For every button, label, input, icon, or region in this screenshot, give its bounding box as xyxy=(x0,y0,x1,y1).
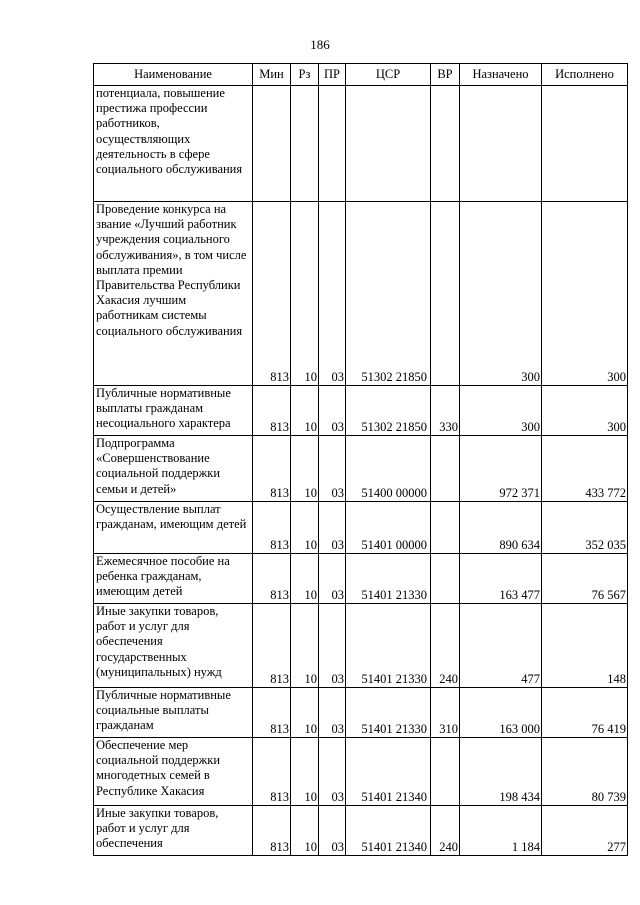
cell-name: Осуществление выплат гражданам, имеющим детей xyxy=(94,502,253,554)
cell-min: 813 xyxy=(253,806,291,856)
cell-rz: 10 xyxy=(291,806,319,856)
cell-min: 813 xyxy=(253,554,291,604)
table-row xyxy=(94,86,628,202)
cell-min: 813 xyxy=(253,202,291,386)
cell-pr: 03 xyxy=(319,202,346,386)
cell-name: Иные закупки товаров, работ и услуг для обеспечения xyxy=(94,806,253,856)
cell-min: 813 xyxy=(253,436,291,502)
table-row xyxy=(94,688,628,738)
cell-vr xyxy=(431,738,460,806)
cell-ispolneno: 76 567 xyxy=(542,554,628,604)
cell-ispolneno: 277 xyxy=(542,806,628,856)
cell-naznacheno: 198 434 xyxy=(460,738,542,806)
cell-rz: 10 xyxy=(291,688,319,738)
cell-naznacheno: 1 184 xyxy=(460,806,542,856)
cell-name: Ежемесячное пособие на ребенка гражданам, имеющим детей xyxy=(94,554,253,604)
cell-name: Иные закупки товаров, работ и услуг для обеспечения государственных (муниципальных) нужд xyxy=(94,604,253,688)
page-number: 186 xyxy=(310,37,330,52)
cell-name: Проведение конкурса на звание «Лучший работник учреждения социального обслуживания», в том числе выплата премии Правительства Республики Хакасия лучшим работникам системы социального обслуживания xyxy=(94,202,253,386)
cell-ispolneno: 148 xyxy=(542,604,628,688)
header-vr: ВР xyxy=(431,64,460,86)
cell-csr: 51302 21850 xyxy=(346,202,431,386)
cell-csr: 51401 21330 xyxy=(346,604,431,688)
cell-pr: 03 xyxy=(319,604,346,688)
header-naznacheno: Назначено xyxy=(460,64,542,86)
cell-naznacheno: 890 634 xyxy=(460,502,542,554)
cell-csr: 51401 00000 xyxy=(346,502,431,554)
cell-min: 813 xyxy=(253,688,291,738)
cell-pr: 03 xyxy=(319,502,346,554)
cell-naznacheno: 300 xyxy=(460,202,542,386)
cell-naznacheno: 163 000 xyxy=(460,688,542,738)
cell-ispolneno: 76 419 xyxy=(542,688,628,738)
cell-vr: 310 xyxy=(431,688,460,738)
cell-vr xyxy=(431,86,460,202)
cell-min xyxy=(253,86,291,202)
header-ispolneno: Исполнено xyxy=(542,64,628,86)
cell-name: Обеспечение мер социальной поддержки многодетных семей в Республике Хакасия xyxy=(94,738,253,806)
cell-csr: 51401 21340 xyxy=(346,806,431,856)
cell-ispolneno: 433 772 xyxy=(542,436,628,502)
cell-rz: 10 xyxy=(291,554,319,604)
cell-name: потенциала, повышение престижа профессии работников, осуществляющих деятельность в сфере социального обслуживания xyxy=(94,86,253,202)
cell-min: 813 xyxy=(253,738,291,806)
budget-table xyxy=(93,63,628,856)
cell-pr: 03 xyxy=(319,738,346,806)
cell-name: Публичные нормативные выплаты гражданам несоциального характера xyxy=(94,386,253,436)
header-name: Наименование xyxy=(94,64,253,86)
cell-vr: 330 xyxy=(431,386,460,436)
table-row xyxy=(94,202,628,386)
cell-pr xyxy=(319,86,346,202)
cell-csr: 51401 21340 xyxy=(346,738,431,806)
cell-vr xyxy=(431,502,460,554)
cell-rz: 10 xyxy=(291,502,319,554)
cell-naznacheno: 300 xyxy=(460,386,542,436)
cell-min: 813 xyxy=(253,502,291,554)
header-pr: ПР xyxy=(319,64,346,86)
table-header-row xyxy=(94,64,628,86)
table-row xyxy=(94,436,628,502)
cell-csr: 51400 00000 xyxy=(346,436,431,502)
cell-naznacheno: 972 371 xyxy=(460,436,542,502)
table-row xyxy=(94,554,628,604)
table-row xyxy=(94,738,628,806)
table-row xyxy=(94,806,628,856)
header-rz: Рз xyxy=(291,64,319,86)
cell-csr: 51401 21330 xyxy=(346,554,431,604)
cell-ispolneno: 300 xyxy=(542,386,628,436)
cell-name: Публичные нормативные социальные выплаты гражданам xyxy=(94,688,253,738)
cell-ispolneno: 80 739 xyxy=(542,738,628,806)
cell-naznacheno: 163 477 xyxy=(460,554,542,604)
cell-csr: 51401 21330 xyxy=(346,688,431,738)
cell-rz: 10 xyxy=(291,386,319,436)
header-csr: ЦСР xyxy=(346,64,431,86)
cell-pr: 03 xyxy=(319,806,346,856)
table-row xyxy=(94,502,628,554)
cell-pr: 03 xyxy=(319,554,346,604)
cell-rz: 10 xyxy=(291,436,319,502)
cell-vr: 240 xyxy=(431,806,460,856)
cell-pr: 03 xyxy=(319,688,346,738)
cell-rz: 10 xyxy=(291,604,319,688)
cell-vr xyxy=(431,202,460,386)
cell-ispolneno: 352 035 xyxy=(542,502,628,554)
header-min: Мин xyxy=(253,64,291,86)
cell-vr: 240 xyxy=(431,604,460,688)
cell-csr xyxy=(346,86,431,202)
cell-pr: 03 xyxy=(319,436,346,502)
table-row xyxy=(94,604,628,688)
cell-naznacheno: 477 xyxy=(460,604,542,688)
cell-min: 813 xyxy=(253,604,291,688)
cell-ispolneno: 300 xyxy=(542,202,628,386)
cell-naznacheno xyxy=(460,86,542,202)
cell-ispolneno xyxy=(542,86,628,202)
cell-pr: 03 xyxy=(319,386,346,436)
cell-vr xyxy=(431,554,460,604)
cell-rz: 10 xyxy=(291,738,319,806)
cell-rz: 10 xyxy=(291,202,319,386)
cell-min: 813 xyxy=(253,386,291,436)
cell-rz xyxy=(291,86,319,202)
cell-csr: 51302 21850 xyxy=(346,386,431,436)
cell-name: Подпрограмма «Совершенствование социальной поддержки семьи и детей» xyxy=(94,436,253,502)
table-row xyxy=(94,386,628,436)
cell-vr xyxy=(431,436,460,502)
